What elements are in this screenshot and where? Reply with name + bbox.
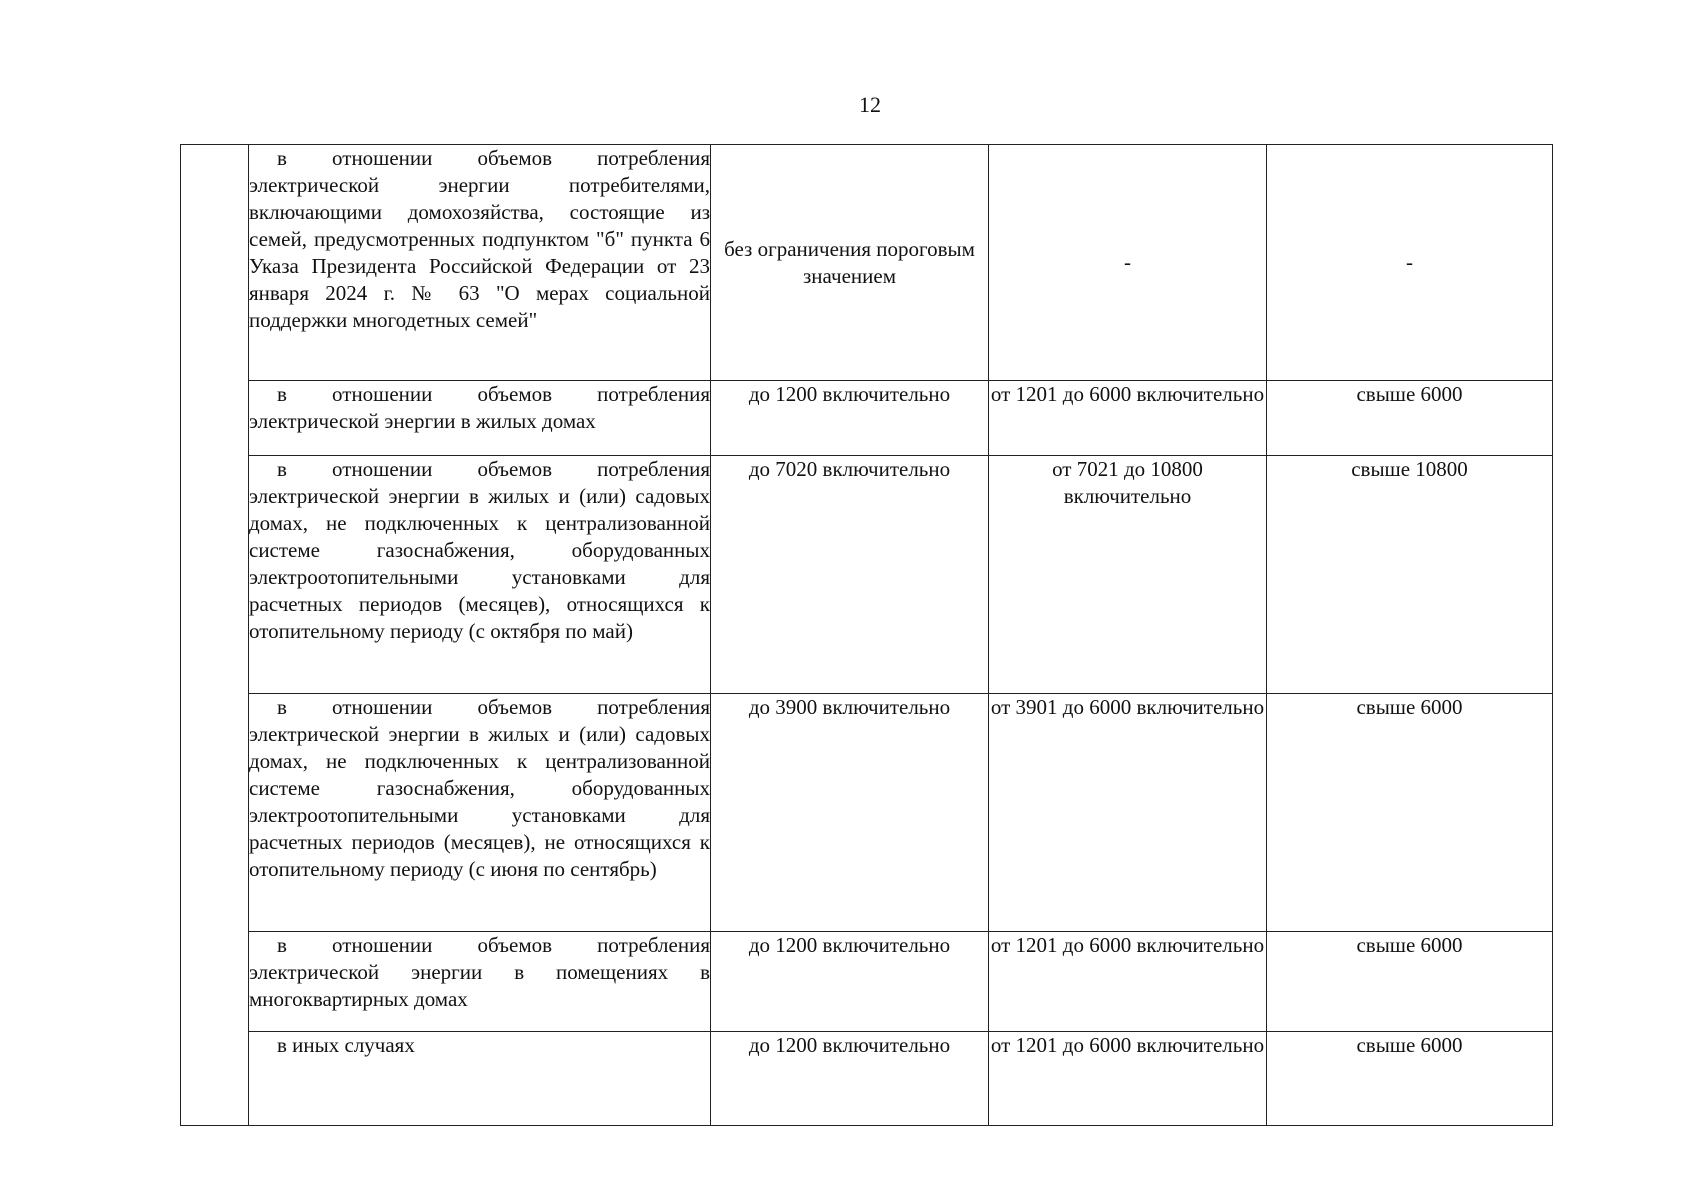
range-3-cell: свыше 6000: [1267, 381, 1553, 456]
table-row: [181, 1032, 1553, 1126]
table-row: [181, 932, 1553, 1032]
row-number-cell: [181, 145, 249, 1126]
range-2-cell: от 3901 до 6000 включительно: [989, 694, 1267, 932]
table-row: [181, 381, 1553, 456]
range-1-cell: до 1200 включительно: [711, 932, 989, 1032]
consumption-category-cell: в иных случаях: [249, 1032, 711, 1126]
range-2-cell: от 1201 до 6000 включительно: [989, 381, 1267, 456]
range-1-cell: без ограничения пороговым значением: [711, 145, 989, 381]
consumption-category-cell: в отношении объемов потребления электрической энергии в жилых домах: [249, 381, 711, 456]
consumption-category-cell: в отношении объемов потребления электрической энергии в жилых и (или) садовых домах, не подключенных к централизованной системе газоснабжения, оборудованных электроотопительными установками для расчетных периодов (месяцев), относящихся к отопительному периоду (с октября по май): [249, 456, 711, 694]
range-3-cell: свыше 6000: [1267, 694, 1553, 932]
range-2-cell: от 1201 до 6000 включительно: [989, 1032, 1267, 1126]
page-number: 12: [859, 92, 881, 117]
table-row: [181, 145, 1553, 381]
range-2-cell: -: [989, 145, 1267, 381]
range-1-cell: до 3900 включительно: [711, 694, 989, 932]
table-row: [181, 456, 1553, 694]
consumption-category-cell: в отношении объемов потребления электрической энергии потребителями, включающими домохозяйства, состоящие из семей, предусмотренных подпунктом "б" пункта 6 Указа Президента Российской Федерации от 23 января 2024 г. № 63 "О мерах социальной поддержки многодетных семей": [249, 145, 711, 381]
range-3-cell: свыше 6000: [1267, 1032, 1553, 1126]
range-3-cell: -: [1267, 145, 1553, 381]
range-2-cell: от 7021 до 10800 включительно: [989, 456, 1267, 694]
consumption-category-cell: в отношении объемов потребления электрической энергии в жилых и (или) садовых домах, не подключенных к централизованной системе газоснабжения, оборудованных электроотопительными установками для расчетных периодов (месяцев), не относящихся к отопительному периоду (с июня по сентябрь): [249, 694, 711, 932]
range-3-cell: свыше 6000: [1267, 932, 1553, 1032]
range-1-cell: до 1200 включительно: [711, 1032, 989, 1126]
consumption-thresholds-table: [180, 144, 1553, 1126]
range-3-cell: свыше 10800: [1267, 456, 1553, 694]
consumption-category-cell: в отношении объемов потребления электрической энергии в помещениях в многоквартирных домах: [249, 932, 711, 1032]
range-2-cell: от 1201 до 6000 включительно: [989, 932, 1267, 1032]
range-1-cell: до 1200 включительно: [711, 381, 989, 456]
table-row: [181, 694, 1553, 932]
range-1-cell: до 7020 включительно: [711, 456, 989, 694]
